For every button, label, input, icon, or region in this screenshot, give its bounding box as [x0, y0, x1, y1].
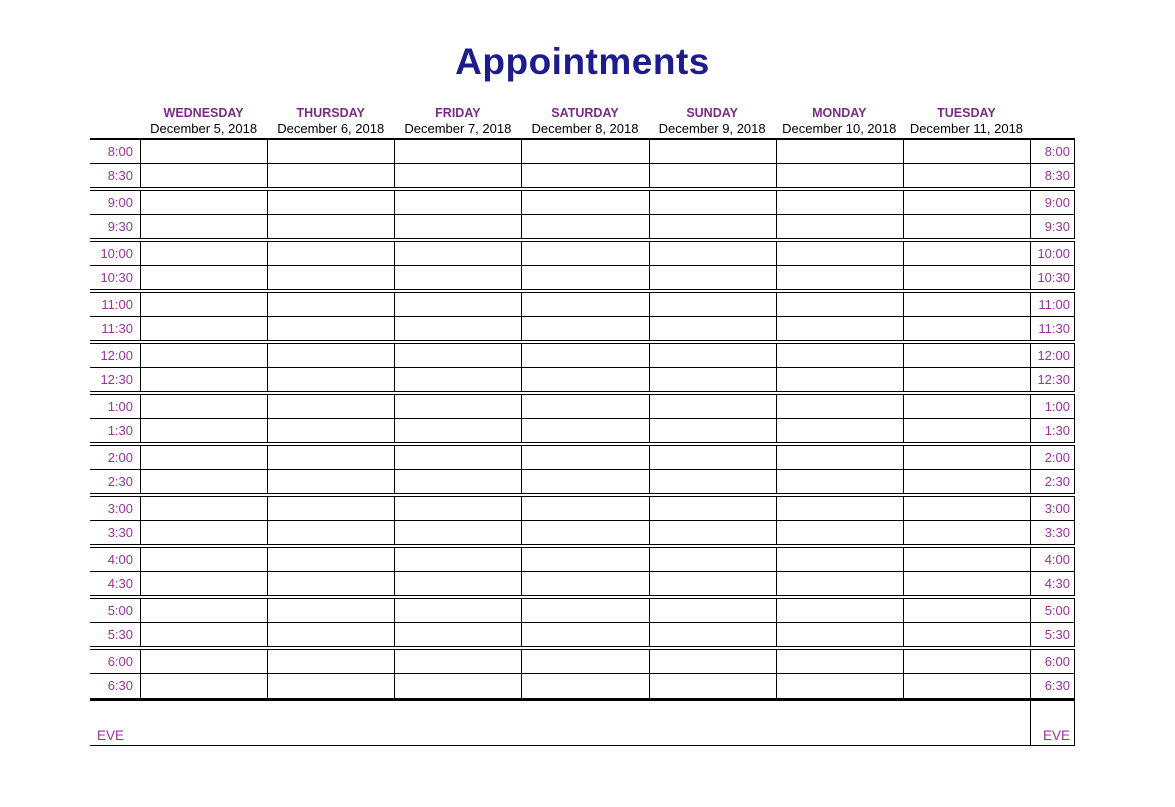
- appointment-cell[interactable]: [394, 623, 521, 646]
- appointment-cell[interactable]: [394, 164, 521, 187]
- appointment-cell[interactable]: [140, 215, 267, 238]
- time-row: [90, 674, 1075, 701]
- time-label-left: 9:30: [107, 218, 133, 234]
- time-row: [90, 470, 1075, 497]
- appointment-cell[interactable]: [140, 164, 267, 187]
- time-row: [90, 293, 1075, 317]
- appointment-cell[interactable]: [394, 446, 521, 469]
- appointment-cell[interactable]: [267, 548, 394, 571]
- appointment-cell[interactable]: [903, 497, 1030, 520]
- time-row: [90, 419, 1075, 446]
- appointment-cell[interactable]: [267, 497, 394, 520]
- appointment-cell[interactable]: [776, 344, 903, 367]
- day-date: December 7, 2018: [404, 120, 512, 136]
- time-row: [90, 650, 1075, 674]
- appointment-cell[interactable]: [776, 317, 903, 340]
- day-name: WEDNESDAY: [163, 105, 244, 120]
- appointment-cell[interactable]: [776, 215, 903, 238]
- appointment-cell[interactable]: [903, 215, 1030, 238]
- time-row: [90, 266, 1075, 293]
- day-name: FRIDAY: [435, 105, 481, 120]
- time-label-left: 11:00: [101, 296, 133, 312]
- day-date: December 6, 2018: [277, 120, 385, 136]
- appointment-cell[interactable]: [394, 548, 521, 571]
- day-name: MONDAY: [812, 105, 867, 120]
- appointment-cell[interactable]: [267, 293, 394, 316]
- appointment-cell[interactable]: [649, 242, 776, 265]
- appointment-cell[interactable]: [521, 419, 648, 442]
- appointment-cell[interactable]: [394, 368, 521, 391]
- appointment-cell[interactable]: [776, 470, 903, 493]
- appointment-cell[interactable]: [903, 293, 1030, 316]
- appointment-cell[interactable]: [776, 191, 903, 214]
- appointment-cell[interactable]: [903, 266, 1030, 289]
- day-name: SATURDAY: [551, 105, 619, 120]
- appointment-cell[interactable]: [394, 191, 521, 214]
- appointment-cell[interactable]: [649, 293, 776, 316]
- appointment-cell[interactable]: [776, 497, 903, 520]
- time-label-right: 11:00: [1030, 293, 1075, 316]
- appointment-cell[interactable]: [394, 674, 521, 698]
- day-date: December 8, 2018: [531, 120, 639, 136]
- appointment-cell[interactable]: [394, 266, 521, 289]
- appointment-cell[interactable]: [267, 650, 394, 673]
- appointment-cell[interactable]: [267, 395, 394, 418]
- time-label-right: 10:30: [1030, 266, 1075, 289]
- appointment-cell[interactable]: [394, 344, 521, 367]
- appointment-cell[interactable]: [140, 599, 267, 622]
- appointment-cell[interactable]: [140, 368, 267, 391]
- time-label-left: 1:30: [107, 422, 133, 438]
- time-label-left: 12:00: [100, 347, 133, 363]
- appointment-cell[interactable]: [140, 242, 267, 265]
- evening-writing-area[interactable]: [90, 701, 1030, 745]
- appointment-cell[interactable]: [649, 344, 776, 367]
- appointment-cell[interactable]: [521, 650, 648, 673]
- time-row: [90, 548, 1075, 572]
- appointment-cell[interactable]: [140, 191, 267, 214]
- appointment-cell[interactable]: [267, 368, 394, 391]
- time-label-right: 8:00: [1030, 140, 1075, 163]
- page-title: Appointments: [455, 41, 710, 82]
- appointment-cell[interactable]: [649, 650, 776, 673]
- appointment-cell[interactable]: [394, 599, 521, 622]
- appointment-cell[interactable]: [267, 446, 394, 469]
- time-row: [90, 623, 1075, 650]
- time-label-left: 4:00: [107, 551, 133, 567]
- day-name: TUESDAY: [937, 105, 996, 120]
- appointment-cell[interactable]: [521, 548, 648, 571]
- appointment-cell[interactable]: [649, 446, 776, 469]
- appointment-cell[interactable]: [776, 623, 903, 646]
- time-label-left: 9:00: [107, 194, 133, 210]
- time-row: [90, 395, 1075, 419]
- time-row: [90, 140, 1075, 164]
- time-label-right: 9:00: [1030, 191, 1075, 214]
- appointment-cell[interactable]: [394, 140, 521, 163]
- day-header: [140, 106, 267, 138]
- schedule-grid: [90, 140, 1075, 701]
- appointment-cell[interactable]: [521, 215, 648, 238]
- appointment-cell[interactable]: [267, 266, 394, 289]
- day-date: December 11, 2018: [909, 120, 1024, 136]
- time-row: [90, 368, 1075, 395]
- evening-label-left: EVE: [97, 727, 125, 743]
- appointment-cell[interactable]: [903, 623, 1030, 646]
- appointment-cell[interactable]: [649, 266, 776, 289]
- time-row: [90, 446, 1075, 470]
- appointment-cell[interactable]: [140, 572, 267, 595]
- time-label-left: 5:00: [107, 602, 133, 618]
- appointment-cell[interactable]: [140, 623, 267, 646]
- time-label-left: 6:00: [107, 653, 133, 669]
- appointment-cell[interactable]: [649, 164, 776, 187]
- appointment-cell[interactable]: [649, 317, 776, 340]
- time-label-right: 9:30: [1030, 215, 1075, 238]
- appointment-cell[interactable]: [776, 650, 903, 673]
- appointment-cell[interactable]: [140, 497, 267, 520]
- appointment-cell[interactable]: [267, 470, 394, 493]
- appointment-cell[interactable]: [267, 191, 394, 214]
- appointment-cell[interactable]: [521, 344, 648, 367]
- appointment-cell[interactable]: [394, 497, 521, 520]
- time-row: [90, 215, 1075, 242]
- appointment-cell[interactable]: [649, 599, 776, 622]
- day-header: [776, 106, 903, 138]
- appointment-cell[interactable]: [140, 293, 267, 316]
- appointment-cell[interactable]: [649, 497, 776, 520]
- appointment-cell[interactable]: [521, 266, 648, 289]
- evening-label-right: EVE: [1042, 727, 1070, 743]
- appointment-cell[interactable]: [649, 470, 776, 493]
- day-header: [903, 106, 1030, 138]
- appointment-cell[interactable]: [521, 242, 648, 265]
- appointment-cell[interactable]: [140, 344, 267, 367]
- appointment-sheet: [90, 0, 1075, 746]
- appointment-cell[interactable]: [776, 368, 903, 391]
- appointment-cell[interactable]: [649, 521, 776, 544]
- appointment-cell[interactable]: [903, 164, 1030, 187]
- appointment-cell[interactable]: [776, 140, 903, 163]
- time-label-left: 2:00: [107, 449, 133, 465]
- appointment-cell[interactable]: [521, 191, 648, 214]
- time-label-right: 3:00: [1030, 497, 1075, 520]
- appointment-cell[interactable]: [140, 470, 267, 493]
- time-label-right: 11:30: [1030, 317, 1075, 340]
- appointment-cell[interactable]: [140, 140, 267, 163]
- time-label-left: 12:30: [100, 371, 133, 387]
- appointment-cell[interactable]: [140, 674, 267, 698]
- appointment-cell[interactable]: [776, 674, 903, 698]
- appointment-cell[interactable]: [776, 521, 903, 544]
- time-label-right: 2:00: [1030, 446, 1075, 469]
- appointment-cell[interactable]: [394, 521, 521, 544]
- appointment-cell[interactable]: [649, 419, 776, 442]
- appointment-cell[interactable]: [140, 548, 267, 571]
- appointment-cell[interactable]: [394, 470, 521, 493]
- time-row: [90, 344, 1075, 368]
- appointment-cell[interactable]: [903, 674, 1030, 698]
- appointment-cell[interactable]: [521, 164, 648, 187]
- time-label-left: 2:30: [107, 473, 133, 489]
- time-label-left: 8:00: [107, 143, 133, 159]
- appointment-cell[interactable]: [903, 521, 1030, 544]
- time-label-right: 1:00: [1030, 395, 1075, 418]
- appointment-cell[interactable]: [903, 599, 1030, 622]
- appointment-cell[interactable]: [649, 395, 776, 418]
- day-name: THURSDAY: [296, 105, 365, 120]
- appointment-cell[interactable]: [140, 266, 267, 289]
- appointment-cell[interactable]: [394, 317, 521, 340]
- time-label-left: 11:30: [101, 320, 133, 336]
- day-date: December 5, 2018: [150, 120, 258, 136]
- appointment-cell[interactable]: [140, 446, 267, 469]
- appointment-cell[interactable]: [776, 266, 903, 289]
- appointment-cell[interactable]: [649, 368, 776, 391]
- appointment-cell[interactable]: [140, 650, 267, 673]
- time-row: [90, 521, 1075, 548]
- appointment-cell[interactable]: [521, 623, 648, 646]
- time-label-left: 10:00: [100, 245, 133, 261]
- time-label-right: 5:30: [1030, 623, 1075, 646]
- appointment-cell[interactable]: [267, 164, 394, 187]
- appointment-cell[interactable]: [140, 419, 267, 442]
- time-row: [90, 191, 1075, 215]
- evening-right-gutter: [1030, 701, 1075, 745]
- appointment-cell[interactable]: [521, 140, 648, 163]
- appointment-cell[interactable]: [267, 215, 394, 238]
- day-header: [267, 106, 394, 138]
- appointment-cell[interactable]: [521, 317, 648, 340]
- appointment-cell[interactable]: [394, 572, 521, 595]
- time-label-left: 3:00: [107, 500, 133, 516]
- appointment-cell[interactable]: [521, 572, 648, 595]
- time-label-right: 8:30: [1030, 164, 1075, 187]
- appointment-cell[interactable]: [267, 623, 394, 646]
- appointment-cell[interactable]: [776, 599, 903, 622]
- appointment-cell[interactable]: [267, 344, 394, 367]
- time-label-left: 4:30: [107, 575, 133, 591]
- appointment-cell[interactable]: [903, 395, 1030, 418]
- appointment-cell[interactable]: [903, 242, 1030, 265]
- day-header: [649, 106, 776, 138]
- appointment-cell[interactable]: [394, 650, 521, 673]
- appointment-cell[interactable]: [649, 140, 776, 163]
- evening-row: [90, 701, 1075, 746]
- time-label-left: 1:00: [107, 398, 133, 414]
- time-label-left: 6:30: [107, 678, 133, 694]
- appointment-cell[interactable]: [903, 419, 1030, 442]
- appointment-cell[interactable]: [903, 470, 1030, 493]
- time-label-right: 10:00: [1030, 242, 1075, 265]
- time-label-right: 12:00: [1030, 344, 1075, 367]
- appointment-cell[interactable]: [903, 317, 1030, 340]
- appointment-cell[interactable]: [903, 191, 1030, 214]
- appointment-cell[interactable]: [649, 674, 776, 698]
- appointment-cell[interactable]: [903, 650, 1030, 673]
- appointment-cell[interactable]: [649, 548, 776, 571]
- appointment-cell[interactable]: [776, 242, 903, 265]
- appointment-cell[interactable]: [776, 164, 903, 187]
- appointment-cell[interactable]: [521, 674, 648, 698]
- time-row: [90, 164, 1075, 191]
- appointment-cell[interactable]: [649, 215, 776, 238]
- time-label-right: 1:30: [1030, 419, 1075, 442]
- appointment-cell[interactable]: [903, 344, 1030, 367]
- appointment-cell[interactable]: [394, 215, 521, 238]
- time-label-left: 3:30: [107, 524, 133, 540]
- appointment-cell[interactable]: [140, 395, 267, 418]
- appointment-cell[interactable]: [649, 191, 776, 214]
- day-header: [394, 106, 521, 138]
- time-row: [90, 317, 1075, 344]
- appointment-cell[interactable]: [394, 242, 521, 265]
- appointment-cell[interactable]: [267, 419, 394, 442]
- time-label-left: 5:30: [107, 626, 133, 642]
- appointment-cell[interactable]: [776, 572, 903, 595]
- appointment-cell[interactable]: [521, 368, 648, 391]
- appointment-cell[interactable]: [521, 446, 648, 469]
- time-row: [90, 572, 1075, 599]
- appointment-cell[interactable]: [521, 395, 648, 418]
- day-header: [521, 106, 648, 138]
- time-label-right: 6:30: [1030, 674, 1075, 698]
- appointment-cell[interactable]: [903, 368, 1030, 391]
- appointment-cell[interactable]: [521, 470, 648, 493]
- appointment-cell[interactable]: [521, 497, 648, 520]
- appointment-cell[interactable]: [776, 419, 903, 442]
- appointment-cell[interactable]: [267, 521, 394, 544]
- time-label-right: 4:30: [1030, 572, 1075, 595]
- appointment-cell[interactable]: [649, 572, 776, 595]
- appointment-cell[interactable]: [140, 317, 267, 340]
- appointment-cell[interactable]: [521, 599, 648, 622]
- appointment-cell[interactable]: [394, 293, 521, 316]
- time-label-left: 8:30: [107, 167, 133, 183]
- appointment-cell[interactable]: [903, 548, 1030, 571]
- appointment-cell[interactable]: [140, 521, 267, 544]
- week-header: [90, 106, 1075, 140]
- time-label-right: 3:30: [1030, 521, 1075, 544]
- appointment-cell[interactable]: [267, 572, 394, 595]
- time-label-right: 5:00: [1030, 599, 1075, 622]
- appointment-cell[interactable]: [521, 521, 648, 544]
- appointment-cell[interactable]: [903, 140, 1030, 163]
- time-row: [90, 599, 1075, 623]
- appointment-cell[interactable]: [267, 674, 394, 698]
- time-label-right: 4:00: [1030, 548, 1075, 571]
- time-label-right: 12:30: [1030, 368, 1075, 391]
- appointment-cell[interactable]: [394, 395, 521, 418]
- appointment-cell[interactable]: [394, 419, 521, 442]
- appointment-cell[interactable]: [267, 317, 394, 340]
- time-label-right: 2:30: [1030, 470, 1075, 493]
- appointment-cell[interactable]: [267, 140, 394, 163]
- appointment-cell[interactable]: [903, 446, 1030, 469]
- appointment-cell[interactable]: [267, 599, 394, 622]
- appointment-cell[interactable]: [776, 293, 903, 316]
- appointment-cell[interactable]: [776, 395, 903, 418]
- appointment-cell[interactable]: [267, 242, 394, 265]
- appointment-cell[interactable]: [649, 623, 776, 646]
- day-date: December 10, 2018: [782, 120, 897, 136]
- time-row: [90, 242, 1075, 266]
- appointment-cell[interactable]: [903, 572, 1030, 595]
- day-name: SUNDAY: [686, 105, 738, 120]
- appointment-cell[interactable]: [776, 446, 903, 469]
- appointment-cell[interactable]: [521, 293, 648, 316]
- day-date: December 9, 2018: [658, 120, 766, 136]
- time-row: [90, 497, 1075, 521]
- time-label-left: 10:30: [100, 269, 133, 285]
- appointment-cell[interactable]: [776, 548, 903, 571]
- time-label-right: 6:00: [1030, 650, 1075, 673]
